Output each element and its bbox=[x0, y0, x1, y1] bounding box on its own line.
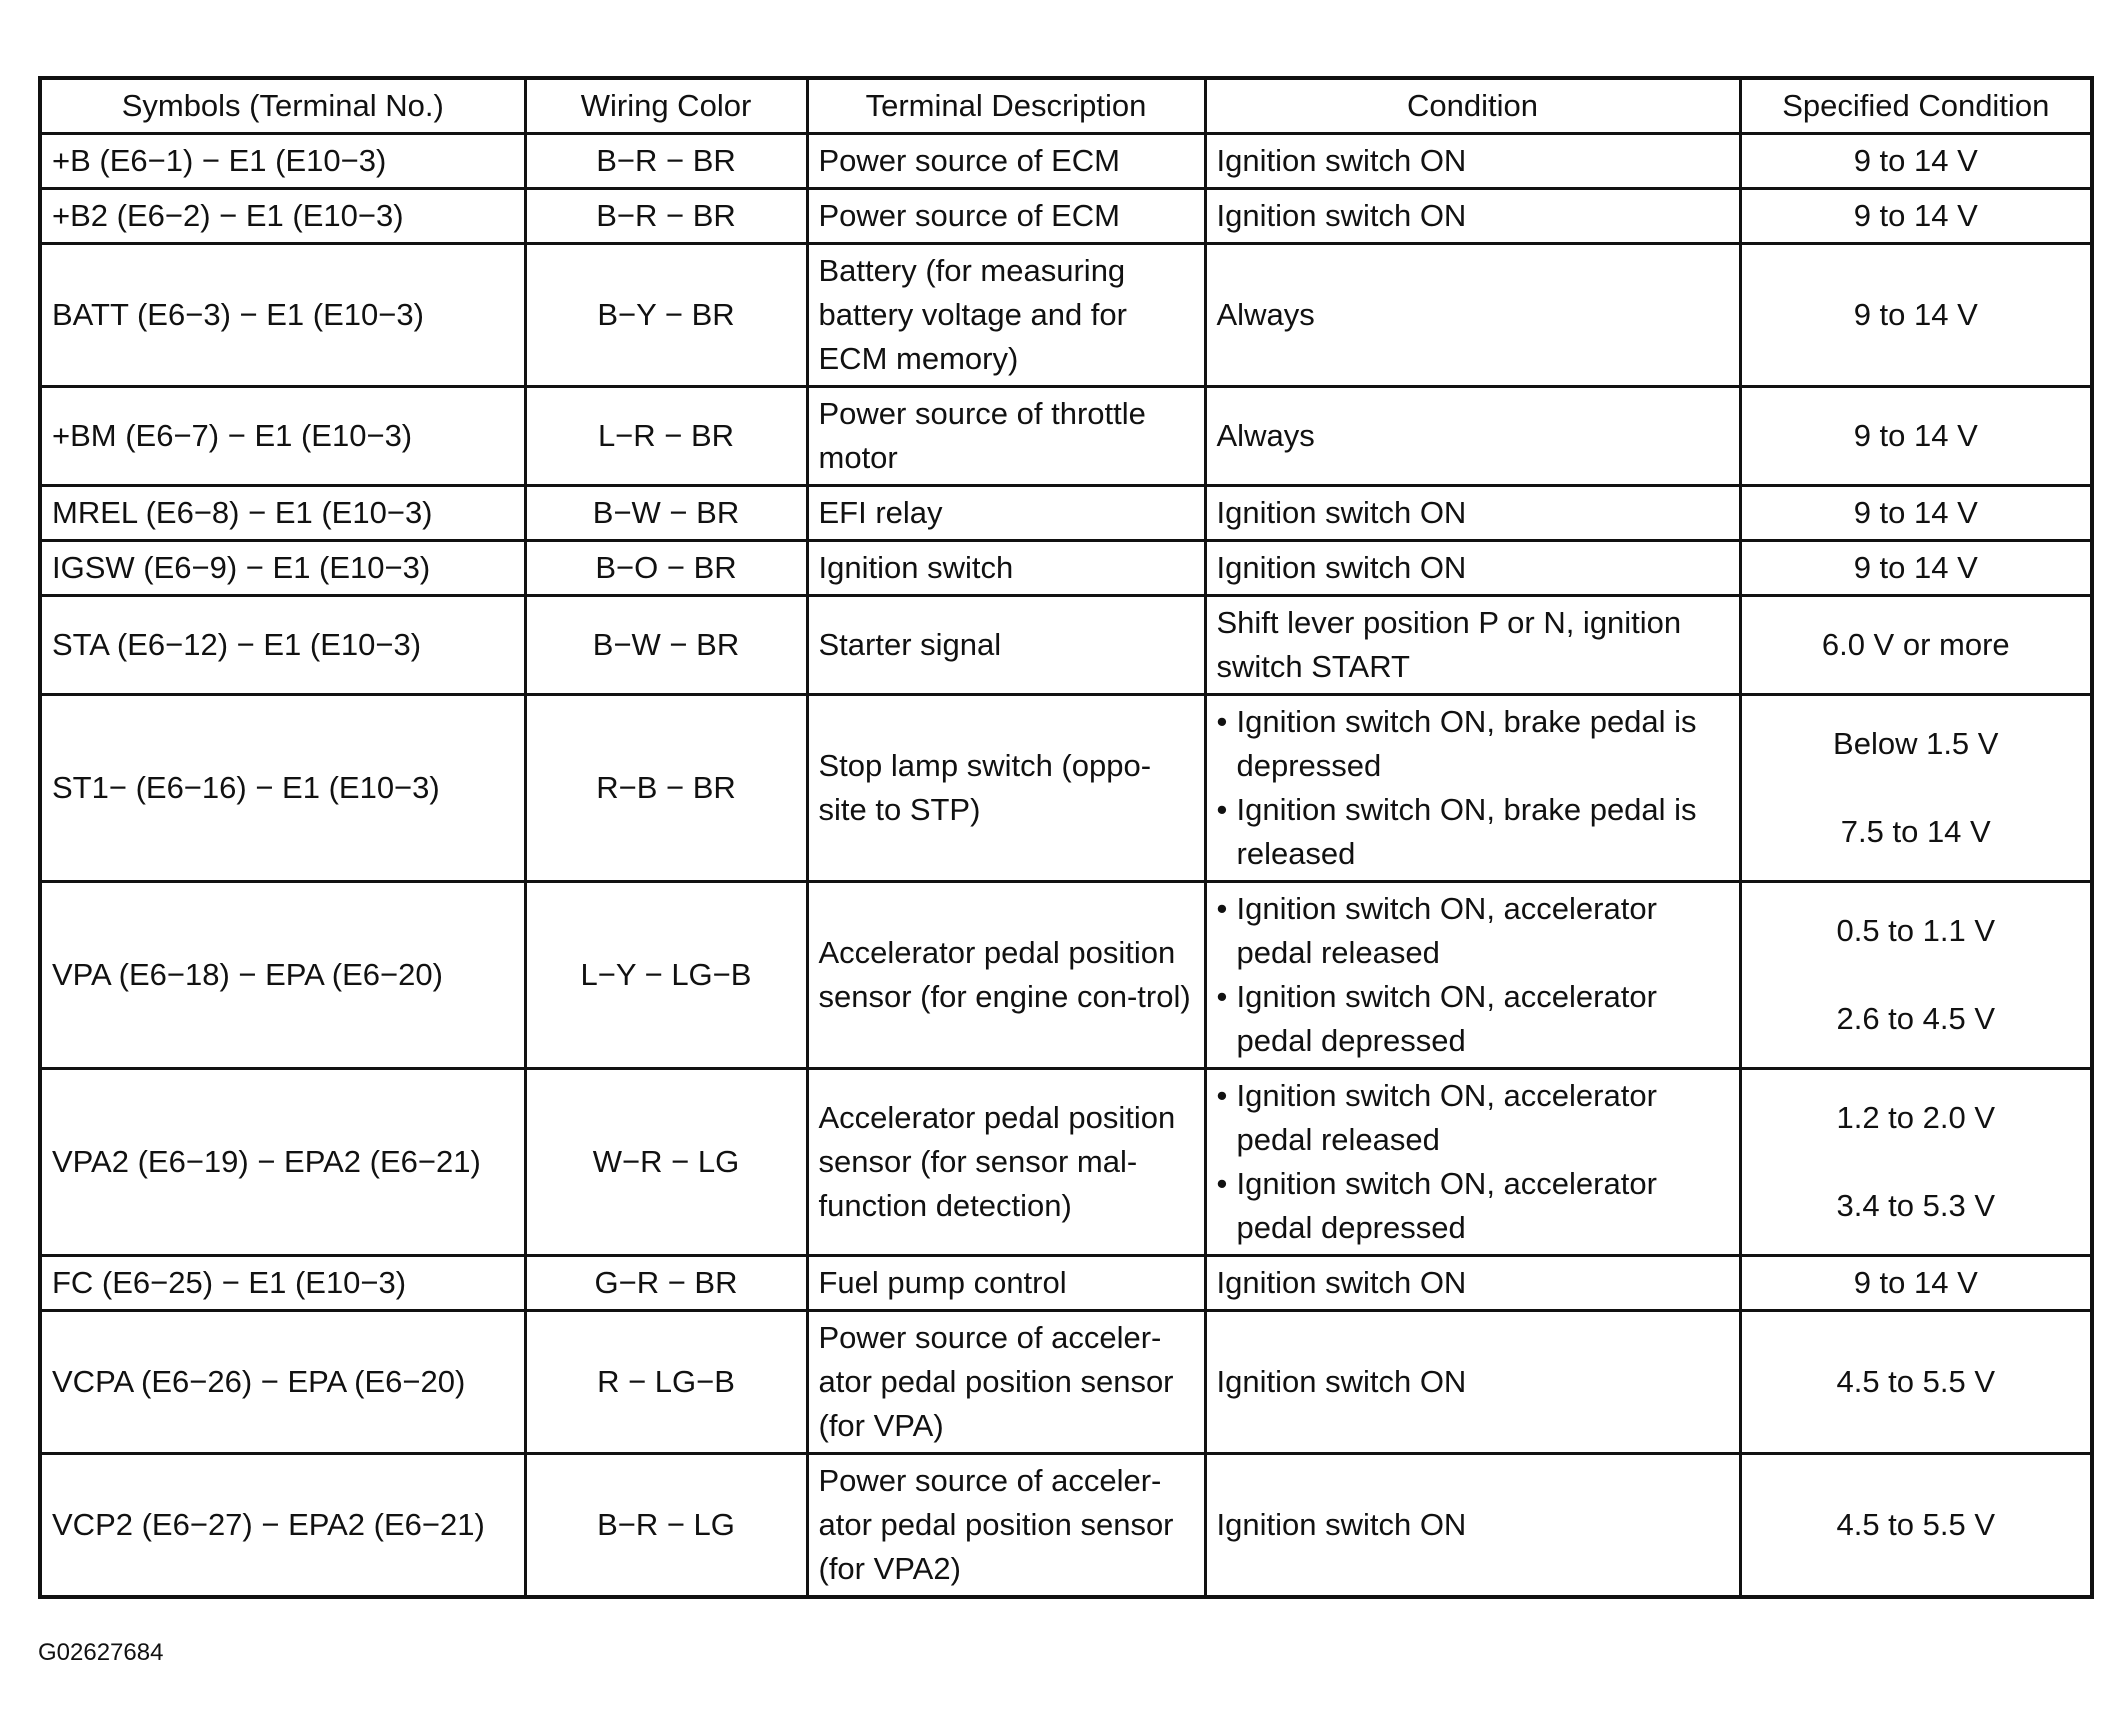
column-header-condition: Condition bbox=[1205, 78, 1740, 134]
wiring-color-cell: B−R − BR bbox=[525, 134, 807, 189]
wiring-color-cell: B−R − BR bbox=[525, 189, 807, 244]
table-row bbox=[40, 1311, 2092, 1454]
specified-value: Below 1.5 V bbox=[1833, 726, 1999, 761]
condition-cell bbox=[1205, 1454, 1740, 1598]
table-row bbox=[40, 486, 2092, 541]
terminal-description-cell: Ignition switch bbox=[807, 541, 1205, 596]
specified-values bbox=[1752, 722, 2081, 854]
table-row bbox=[40, 189, 2092, 244]
table-row bbox=[40, 596, 2092, 695]
condition-text: Ignition switch ON bbox=[1216, 1364, 1467, 1399]
condition-item: • Ignition switch ON, accelerator pedal depressed bbox=[1217, 1162, 1729, 1250]
specified-values bbox=[1752, 1096, 2081, 1228]
specified-value: 1.2 to 2.0 V bbox=[1836, 1100, 1996, 1135]
condition-cell bbox=[1205, 695, 1740, 882]
condition-text: Ignition switch ON bbox=[1216, 1507, 1467, 1542]
symbols-cell: MREL (E6−8) − E1 (E10−3) bbox=[40, 486, 525, 541]
condition-list bbox=[1217, 887, 1729, 1063]
specified-condition-cell bbox=[1740, 1454, 2092, 1598]
specified-condition-cell bbox=[1740, 134, 2092, 189]
specified-condition-cell bbox=[1740, 541, 2092, 596]
specified-value: 9 to 14 V bbox=[1853, 495, 1978, 530]
wiring-color-cell: B−W − BR bbox=[525, 486, 807, 541]
condition-text: Shift lever position P or N, ignition switch START bbox=[1216, 605, 1682, 684]
table-header-row bbox=[40, 78, 2092, 134]
condition-cell bbox=[1205, 882, 1740, 1069]
column-header-symbols: Symbols (Terminal No.) bbox=[40, 78, 525, 134]
symbols-cell: VPA2 (E6−19) − EPA2 (E6−21) bbox=[40, 1069, 525, 1256]
specified-condition-cell bbox=[1740, 1256, 2092, 1311]
column-header-specified-condition: Specified Condition bbox=[1740, 78, 2092, 134]
terminal-description-cell: Power source of acceler-ator pedal position sensor (for VPA2) bbox=[807, 1454, 1205, 1598]
terminal-description-cell: Stop lamp switch (oppo-site to STP) bbox=[807, 695, 1205, 882]
wiring-color-cell: W−R − LG bbox=[525, 1069, 807, 1256]
specified-condition-cell bbox=[1740, 882, 2092, 1069]
specified-value: 7.5 to 14 V bbox=[1840, 814, 1991, 849]
wiring-color-cell: B−O − BR bbox=[525, 541, 807, 596]
symbols-cell: VCPA (E6−26) − EPA (E6−20) bbox=[40, 1311, 525, 1454]
condition-item: • Ignition switch ON, accelerator pedal released bbox=[1217, 887, 1729, 975]
specified-value: 9 to 14 V bbox=[1853, 1265, 1978, 1300]
column-header-wiring-color: Wiring Color bbox=[525, 78, 807, 134]
specified-value: 0.5 to 1.1 V bbox=[1836, 913, 1996, 948]
specified-value: 9 to 14 V bbox=[1853, 297, 1978, 332]
specified-condition-cell bbox=[1740, 596, 2092, 695]
table-row bbox=[40, 387, 2092, 486]
terminal-description-cell: EFI relay bbox=[807, 486, 1205, 541]
table-row bbox=[40, 1256, 2092, 1311]
specified-condition-cell bbox=[1740, 486, 2092, 541]
specified-condition-cell bbox=[1740, 244, 2092, 387]
table-row bbox=[40, 1069, 2092, 1256]
condition-cell bbox=[1205, 1069, 1740, 1256]
condition-text: Always bbox=[1216, 297, 1315, 332]
wiring-color-cell: L−Y − LG−B bbox=[525, 882, 807, 1069]
specified-value: 9 to 14 V bbox=[1853, 550, 1978, 585]
symbols-cell: VCP2 (E6−27) − EPA2 (E6−21) bbox=[40, 1454, 525, 1598]
terminal-spec-table bbox=[38, 76, 2094, 1599]
terminal-description-cell: Power source of ECM bbox=[807, 134, 1205, 189]
terminal-description-cell: Accelerator pedal position sensor (for sensor mal-function detection) bbox=[807, 1069, 1205, 1256]
terminal-description-cell: Power source of acceler-ator pedal position sensor (for VPA) bbox=[807, 1311, 1205, 1454]
specified-value: 9 to 14 V bbox=[1853, 418, 1978, 453]
terminal-description-cell: Power source of throttle motor bbox=[807, 387, 1205, 486]
specified-value: 4.5 to 5.5 V bbox=[1836, 1507, 1996, 1542]
condition-list bbox=[1217, 1074, 1729, 1250]
wiring-color-cell: R−B − BR bbox=[525, 695, 807, 882]
table-body bbox=[40, 134, 2092, 1598]
condition-text: Always bbox=[1216, 418, 1315, 453]
condition-list bbox=[1217, 700, 1729, 876]
specified-condition-cell bbox=[1740, 695, 2092, 882]
condition-cell bbox=[1205, 387, 1740, 486]
wiring-color-cell: B−R − LG bbox=[525, 1454, 807, 1598]
condition-cell bbox=[1205, 541, 1740, 596]
wiring-color-cell: R − LG−B bbox=[525, 1311, 807, 1454]
terminal-description-cell: Power source of ECM bbox=[807, 189, 1205, 244]
symbols-cell: STA (E6−12) − E1 (E10−3) bbox=[40, 596, 525, 695]
condition-cell bbox=[1205, 596, 1740, 695]
figure-id: G02627684 bbox=[38, 1639, 164, 1666]
condition-cell bbox=[1205, 486, 1740, 541]
condition-cell bbox=[1205, 244, 1740, 387]
symbols-cell: FC (E6−25) − E1 (E10−3) bbox=[40, 1256, 525, 1311]
wiring-color-cell: G−R − BR bbox=[525, 1256, 807, 1311]
terminal-description-cell: Starter signal bbox=[807, 596, 1205, 695]
wiring-color-cell: B−Y − BR bbox=[525, 244, 807, 387]
specified-condition-cell bbox=[1740, 1311, 2092, 1454]
condition-item: • Ignition switch ON, accelerator pedal released bbox=[1217, 1074, 1729, 1162]
specified-value: 2.6 to 4.5 V bbox=[1836, 1001, 1996, 1036]
terminal-description-cell: Fuel pump control bbox=[807, 1256, 1205, 1311]
specified-condition-cell bbox=[1740, 1069, 2092, 1256]
table-row bbox=[40, 695, 2092, 882]
wiring-color-cell: L−R − BR bbox=[525, 387, 807, 486]
condition-text: Ignition switch ON bbox=[1216, 495, 1467, 530]
condition-text: Ignition switch ON bbox=[1216, 198, 1467, 233]
condition-text: Ignition switch ON bbox=[1216, 1265, 1467, 1300]
symbols-cell: BATT (E6−3) − E1 (E10−3) bbox=[40, 244, 525, 387]
condition-cell bbox=[1205, 134, 1740, 189]
table-row bbox=[40, 1454, 2092, 1598]
terminal-description-cell: Battery (for measuring battery voltage and for ECM memory) bbox=[807, 244, 1205, 387]
symbols-cell: +BM (E6−7) − E1 (E10−3) bbox=[40, 387, 525, 486]
symbols-cell: IGSW (E6−9) − E1 (E10−3) bbox=[40, 541, 525, 596]
table-row bbox=[40, 134, 2092, 189]
table-row bbox=[40, 244, 2092, 387]
specified-values bbox=[1752, 909, 2081, 1041]
terminal-description-cell: Accelerator pedal position sensor (for engine con-trol) bbox=[807, 882, 1205, 1069]
specified-condition-cell bbox=[1740, 387, 2092, 486]
specified-value: 6.0 V or more bbox=[1821, 627, 2010, 662]
specified-value: 4.5 to 5.5 V bbox=[1836, 1364, 1996, 1399]
symbols-cell: +B (E6−1) − E1 (E10−3) bbox=[40, 134, 525, 189]
specified-value: 9 to 14 V bbox=[1853, 198, 1978, 233]
table-row bbox=[40, 882, 2092, 1069]
symbols-cell: ST1− (E6−16) − E1 (E10−3) bbox=[40, 695, 525, 882]
symbols-cell: +B2 (E6−2) − E1 (E10−3) bbox=[40, 189, 525, 244]
symbols-cell: VPA (E6−18) − EPA (E6−20) bbox=[40, 882, 525, 1069]
specified-condition-cell bbox=[1740, 189, 2092, 244]
specified-value: 9 to 14 V bbox=[1853, 143, 1978, 178]
condition-item: • Ignition switch ON, accelerator pedal depressed bbox=[1217, 975, 1729, 1063]
specified-value: 3.4 to 5.3 V bbox=[1836, 1188, 1996, 1223]
condition-cell bbox=[1205, 1311, 1740, 1454]
condition-cell bbox=[1205, 189, 1740, 244]
wiring-color-cell: B−W − BR bbox=[525, 596, 807, 695]
condition-text: Ignition switch ON bbox=[1216, 143, 1467, 178]
condition-item: • Ignition switch ON, brake pedal is depressed bbox=[1217, 700, 1729, 788]
table-row bbox=[40, 541, 2092, 596]
condition-item: • Ignition switch ON, brake pedal is released bbox=[1217, 788, 1729, 876]
condition-text: Ignition switch ON bbox=[1216, 550, 1467, 585]
column-header-terminal-description: Terminal Description bbox=[807, 78, 1205, 134]
condition-cell bbox=[1205, 1256, 1740, 1311]
